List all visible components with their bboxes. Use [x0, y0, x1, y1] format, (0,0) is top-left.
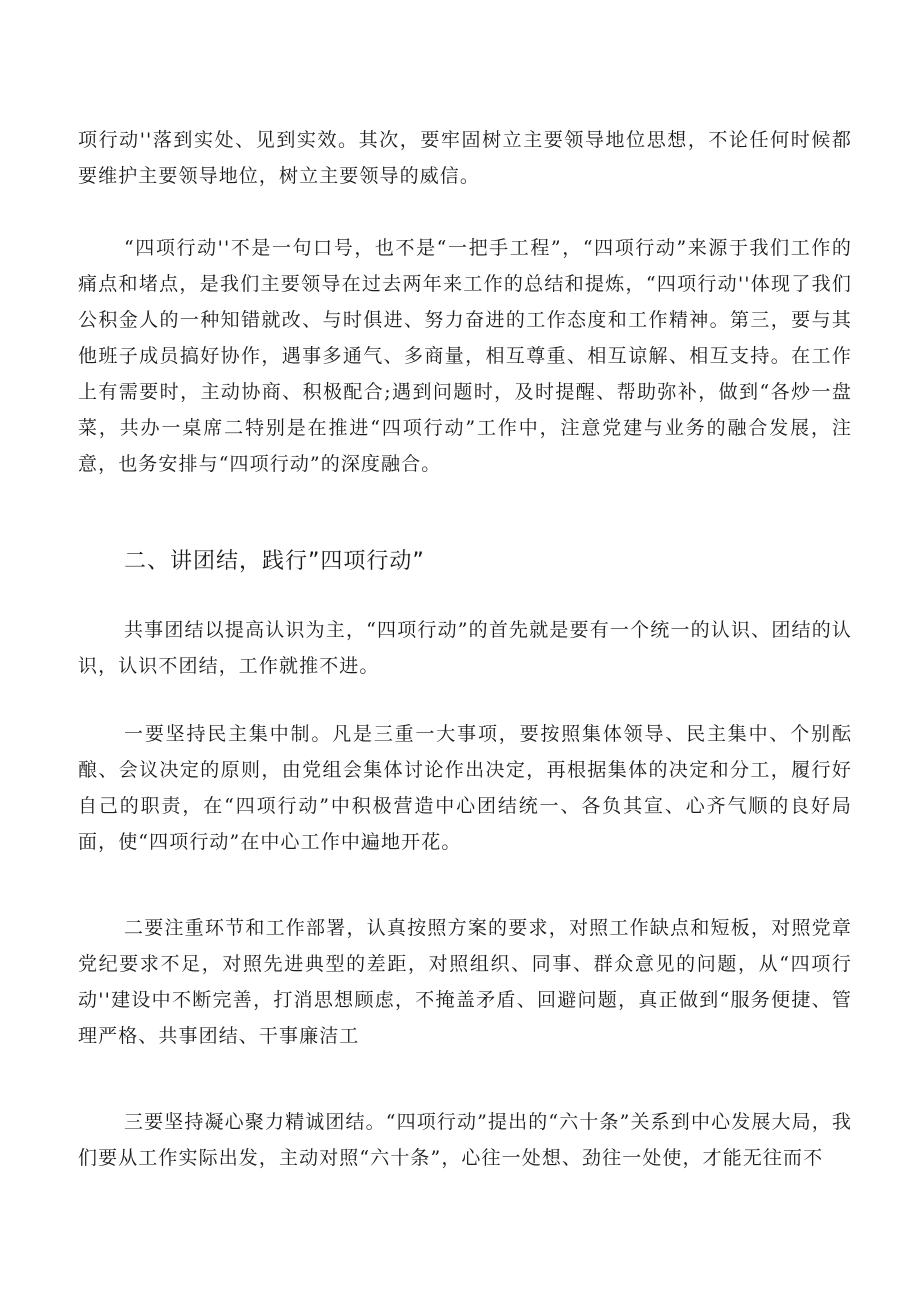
paragraph-four-actions-intro: “四项行动''不是一句口号，也不是“一把手工程”，“四项行动”来源于我们工作的痛点和堵点，是我们主要领导在过去两年来工作的总结和提炼，“四项行动''体现了我们公积金人的一种知错就改、与时俱进、努力奋进的工作态度和工作精神。第三，要与其他班子成员搞好协作，遇事多通气、多商量，相互尊重、相互谅解、相互支持。在工作上有需要时，主动协商、积极配合;遇到问题时，及时提醒、帮助弥补，做到“各炒一盘菜，共办一桌席二特别是在推进“四项行动”工作中，注意党建与业务的融合发展，注意，也务安排与“四项行动”的深度融合。: [78, 237, 852, 475]
paragraph-work-deployment: 二要注重环节和工作部署，认真按照方案的要求，对照工作缺点和短板，对照党章党纪要求不足，对照先进典型的差距，对照组织、同事、群众意见的问题，从“四项行动''建设中不断完善，打消思想顾虑，不掩盖矛盾、回避问题，真正做到“服务便捷、管理严格、共事团结、干事廉洁工: [78, 917, 852, 1047]
paragraph-cohesion: 三要坚持凝心聚力精诚团结。“四项行动”提出的“六十条”关系到中心发展大局，我们要从工作实际出发，主动对照“六十条”，心往一处想、劲往一处使，才能无往而不: [78, 1111, 852, 1169]
paragraph-continuation: 项行动''落到实处、见到实效。其次，要牢固树立主要领导地位思想，不论任何时候都要维护主要领导地位，树立主要领导的威信。: [78, 129, 852, 187]
section-heading: 二、讲团结，践行”四项行动”: [124, 549, 425, 574]
paragraph-unity-awareness: 共事团结以提高认识为主，“四项行动”的首先就是要有一个统一的认识、团结的认识，认识不团结，工作就推不进。: [78, 619, 852, 677]
paragraph-democratic-centralism: 一要坚持民主集中制。凡是三重一大事项，要按照集体领导、民主集中、个别酝酿、会议决定的原则，由党组会集体讨论作出决定，再根据集体的决定和分工，履行好自己的职责，在“四项行动”中积极营造中心团结统一、各负其宣、心齐气顺的良好局面，使“四项行动”在中心工作中遍地开花。: [78, 723, 852, 853]
